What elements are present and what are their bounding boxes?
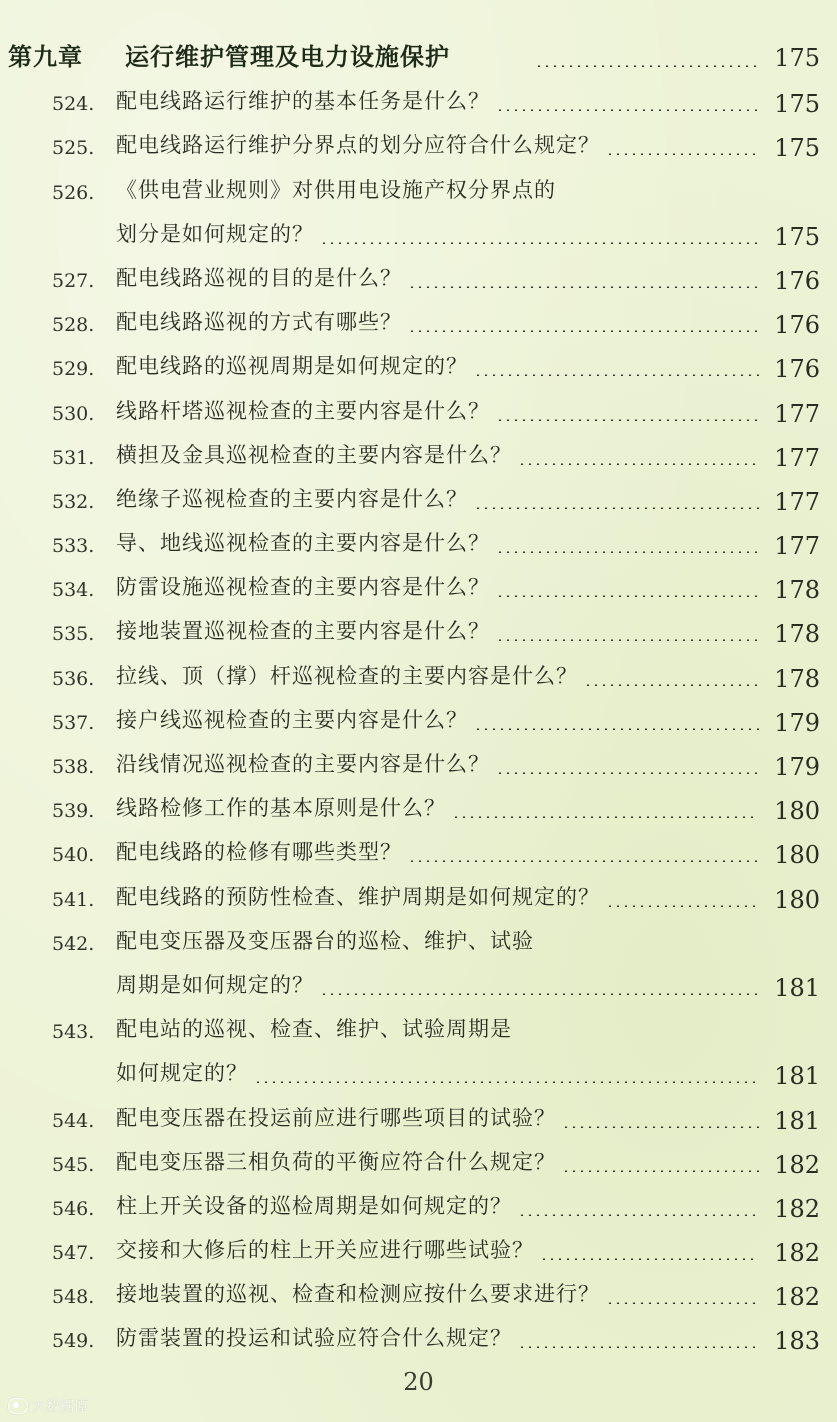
entry-page-number: 183 (774, 1327, 820, 1356)
leader-dots (540, 1258, 759, 1260)
entry-number: 535. (52, 623, 95, 646)
page-footer-number: 20 (403, 1368, 434, 1396)
entry-number: 536. (52, 667, 95, 690)
entry-page-number: 175 (774, 222, 820, 251)
leader-dots (320, 993, 759, 995)
toc-entry-row (0, 873, 837, 917)
leader-dots (496, 639, 759, 641)
chapter-title: 运行维护管理及电力设施保护 (125, 43, 450, 71)
leader-dots (408, 286, 759, 288)
leader-dots (474, 507, 759, 509)
chapter-heading-row (0, 22, 837, 78)
leader-dots (606, 153, 759, 155)
entry-title: 配电线路巡视的方式有哪些？ (116, 310, 402, 335)
toc-entry-row (0, 1139, 837, 1183)
leader-dots (254, 1081, 759, 1083)
entry-title: 沿线情况巡视检查的主要内容是什么？ (116, 752, 490, 776)
entry-title: 线路检修工作的基本原则是什么？ (116, 796, 446, 821)
entry-number: 538. (52, 756, 95, 778)
chapter-label: 第九章 (8, 43, 83, 71)
leader-dots (518, 1346, 759, 1348)
entry-title: 配电线路的巡视周期是如何规定的？ (116, 354, 468, 379)
entry-page-number: 181 (774, 973, 820, 1002)
entry-number: 548. (52, 1286, 95, 1309)
toc-entry-row (0, 520, 837, 564)
toc-entry-row (0, 829, 837, 873)
entry-title: 配电线路的检修有哪些类型？ (116, 840, 402, 865)
entry-page-number: 176 (774, 266, 820, 295)
entry-title: 横担及金具巡视检查的主要内容是什么？ (116, 442, 512, 467)
toc-entry-row (0, 255, 837, 299)
entry-number: 534. (52, 579, 95, 602)
toc-entry-row (0, 1227, 837, 1271)
toc-entry-row (0, 652, 837, 696)
entry-title: 交接和大修后的柱上开关应进行哪些试验？ (116, 1238, 534, 1263)
leader-dots (408, 860, 759, 862)
entry-title: 导、地线巡视检查的主要内容是什么？ (116, 531, 490, 556)
leader-dots (474, 728, 759, 730)
leader-dots (518, 463, 759, 465)
entry-number: 540. (52, 844, 95, 867)
entry-number: 527. (52, 269, 95, 292)
entry-page-number: 182 (774, 1150, 820, 1179)
leader-dots (408, 330, 759, 332)
entry-page-number: 176 (774, 311, 820, 340)
entry-title: 配电变压器在投运前应进行哪些项目的试验？ (116, 1105, 556, 1130)
toc-entry-row (0, 918, 837, 962)
toc-entry-continuation-row (0, 211, 837, 255)
toc-entry-continuation-row (0, 962, 837, 1006)
toc-entry-row (0, 1094, 837, 1138)
entry-title: 配电线路运行维护分界点的划分应符合什么规定？ (116, 133, 600, 158)
toc-entry-row (0, 432, 837, 476)
entry-title: 周期是如何规定的？ (116, 972, 314, 997)
entry-page-number: 178 (774, 620, 820, 649)
entry-number: 524. (52, 93, 95, 116)
toc-entry-row (0, 741, 837, 785)
leader-dots (474, 374, 759, 376)
chapter-page-number: 175 (774, 44, 820, 72)
entry-page-number: 179 (774, 753, 820, 781)
entry-page-number: 182 (774, 1194, 820, 1223)
watermark-text: 大数据谭 (32, 1399, 88, 1415)
toc-entry-row (0, 1271, 837, 1315)
entry-page-number: 177 (774, 487, 820, 516)
watermark-logo-icon (8, 1398, 28, 1414)
entry-page-number: 182 (774, 1239, 820, 1268)
entry-number: 545. (52, 1153, 95, 1176)
entry-page-number: 179 (774, 708, 820, 737)
leader-dots (496, 551, 759, 553)
toc-entry-row (0, 476, 837, 520)
entry-title: 《供电营业规则》对供用电设施产权分界点的 (116, 177, 556, 202)
entry-page-number: 175 (774, 134, 820, 163)
entry-page-number: 182 (774, 1283, 820, 1312)
toc-entry-row (0, 608, 837, 652)
entry-page-number: 180 (774, 885, 820, 914)
entry-title: 配电线路运行维护的基本任务是什么？ (116, 89, 490, 114)
watermark (8, 1396, 88, 1416)
entry-page-number: 177 (774, 443, 820, 472)
entry-title: 配电线路巡视的目的是什么？ (116, 265, 402, 290)
entry-page-number: 178 (774, 576, 820, 605)
entry-number: 539. (52, 800, 95, 823)
toc-entry-row (0, 785, 837, 829)
entry-title: 绝缘子巡视检查的主要内容是什么？ (116, 486, 468, 511)
entry-page-number: 178 (774, 664, 820, 693)
entry-number: 530. (52, 402, 95, 425)
entry-title: 如何规定的？ (116, 1061, 248, 1086)
leader-dots (496, 419, 759, 421)
leader-dots (535, 65, 759, 67)
toc-entry-row (0, 1315, 837, 1359)
leader-dots (496, 595, 759, 597)
entry-page-number: 180 (774, 841, 820, 870)
entry-title: 接地装置的巡视、检查和检测应按什么要求进行？ (116, 1282, 600, 1307)
entry-number: 541. (52, 888, 95, 911)
entry-title: 拉线、顶（撑）杆巡视检查的主要内容是什么？ (116, 663, 578, 688)
entry-page-number: 177 (774, 532, 820, 561)
entry-number: 525. (52, 137, 95, 160)
entry-number: 526. (52, 181, 95, 204)
entry-title: 配电变压器及变压器台的巡检、维护、试验 (116, 928, 534, 953)
entry-title: 配电线路的预防性检查、维护周期是如何规定的？ (116, 884, 600, 909)
toc-entry-row (0, 299, 837, 343)
entry-number: 543. (52, 1021, 95, 1044)
entry-number: 549. (52, 1330, 95, 1353)
entry-page-number: 176 (774, 355, 820, 384)
toc-entry-row (0, 78, 837, 122)
entry-page-number: 177 (774, 399, 820, 428)
toc-entry-row (0, 343, 837, 387)
leader-dots (562, 1170, 759, 1172)
toc-entry-row (0, 166, 837, 210)
toc-entry-row (0, 122, 837, 166)
entry-title: 划分是如何规定的？ (116, 221, 314, 246)
entry-number: 542. (52, 932, 95, 955)
toc-entry-row (0, 387, 837, 431)
entry-number: 546. (52, 1197, 95, 1220)
leader-dots (606, 1302, 759, 1304)
leader-dots (584, 684, 759, 686)
entry-title: 配电站的巡视、检查、维护、试验周期是 (116, 1017, 512, 1042)
toc-entry-row (0, 1006, 837, 1050)
entry-title: 接地装置巡视检查的主要内容是什么？ (116, 619, 490, 644)
toc-entry-row (0, 564, 837, 608)
entry-title: 防雷装置的投运和试验应符合什么规定？ (116, 1326, 512, 1351)
entry-page-number: 181 (774, 1062, 820, 1091)
leader-dots (496, 109, 759, 111)
entry-number: 531. (52, 446, 95, 469)
entry-page-number: 180 (774, 797, 820, 826)
entry-page-number: 175 (774, 90, 820, 119)
leader-dots (518, 1214, 759, 1216)
entry-title: 接户线巡视检查的主要内容是什么？ (116, 707, 468, 732)
toc-entry-row (0, 697, 837, 741)
entry-title: 防雷设施巡视检查的主要内容是什么？ (116, 575, 490, 600)
entry-number: 544. (52, 1109, 95, 1132)
entry-number: 529. (52, 358, 95, 381)
entry-title: 配电变压器三相负荷的平衡应符合什么规定？ (116, 1149, 556, 1174)
toc-entry-continuation-row (0, 1050, 837, 1094)
leader-dots (452, 816, 759, 818)
entry-number: 528. (52, 314, 95, 337)
entry-title: 柱上开关设备的巡检周期是如何规定的？ (116, 1193, 512, 1218)
entry-number: 547. (52, 1242, 95, 1265)
leader-dots (496, 772, 759, 774)
entry-title: 线路杆塔巡视检查的主要内容是什么？ (116, 398, 490, 423)
leader-dots (606, 905, 759, 907)
entry-page-number: 181 (774, 1106, 820, 1135)
leader-dots (320, 242, 759, 244)
entry-number: 532. (52, 490, 95, 513)
leader-dots (562, 1126, 759, 1128)
entry-number: 537. (52, 711, 95, 734)
entry-number: 533. (52, 535, 95, 558)
toc-entry-row (0, 1183, 837, 1227)
table-of-contents (0, 22, 837, 1359)
